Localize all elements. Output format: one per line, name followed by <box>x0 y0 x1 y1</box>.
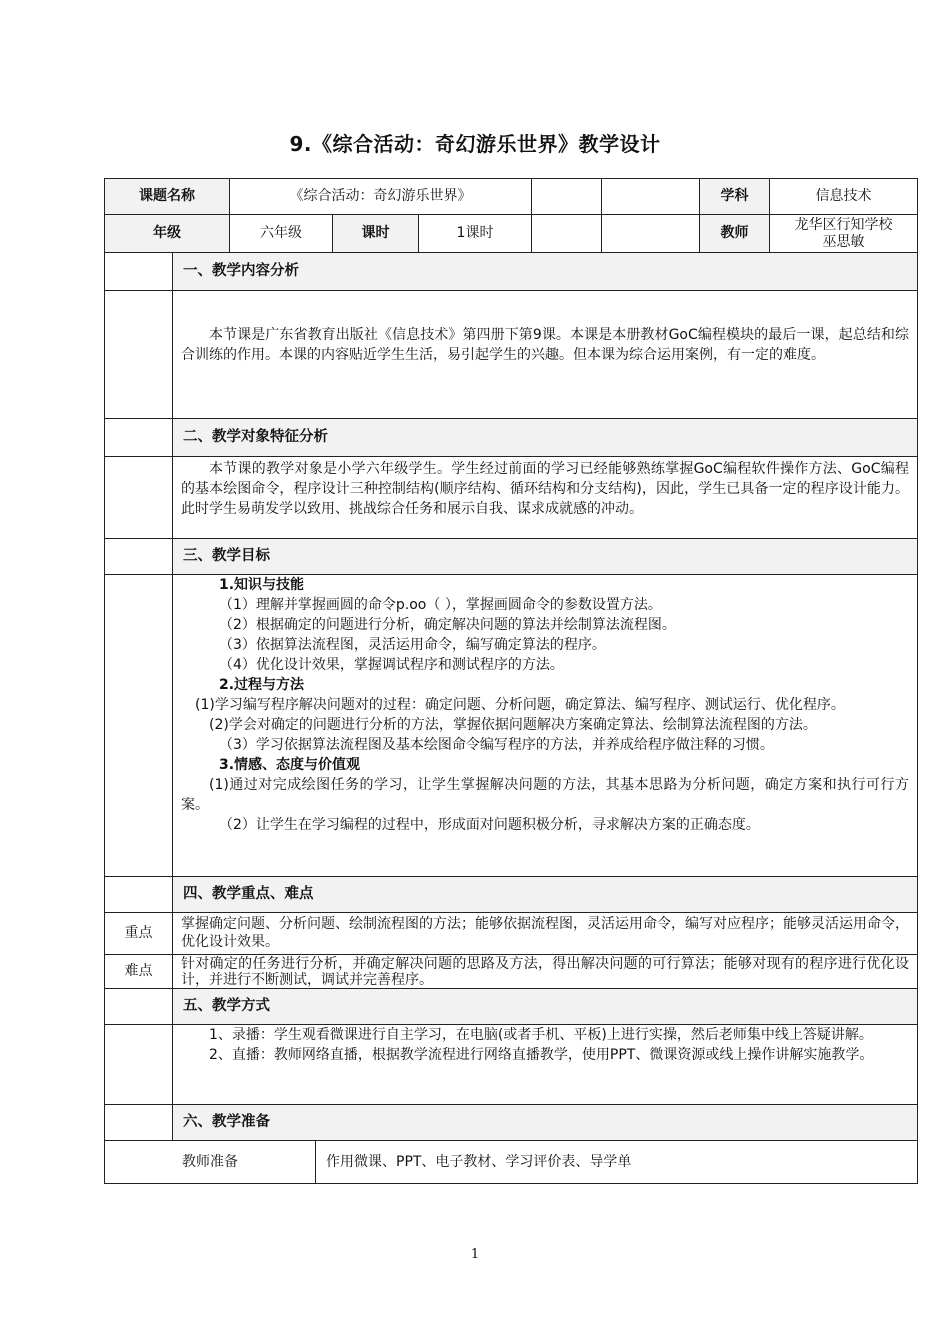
goal-1-item: （4）优化设计效果，掌握调试程序和测试程序的方法。 <box>219 657 564 673</box>
left-margin-cell <box>105 253 173 291</box>
key-point-label: 重点 <box>105 913 173 955</box>
document-title: 9.《综合活动：奇幻游乐世界》教学设计 <box>289 132 661 156</box>
section-heading-content: 一、教学内容分析 <box>173 253 917 291</box>
left-margin-cell <box>105 457 173 539</box>
key-point-text: 掌握确定问题、分析问题、绘制流程图的方法；能够依据流程图，灵活运用命令，编写对应程序；能够灵活运用命令，优化设计效果。 <box>181 916 909 950</box>
goal-3-item: （2）让学生在学习编程的过程中，形成面对问题积极分析，寻求解决方案的正确态度。 <box>219 817 760 833</box>
empty-cell <box>602 215 700 253</box>
content-analysis-text: 本节课是广东省教育出版社《信息技术》第四册下第9课。本课是本册教材GoC编程模块的最后一课，起总结和综合训练的作用。本课的内容贴近学生生活，易引起学生的兴趣。但本课为综合运用案例，有一定的难度。 <box>181 327 909 363</box>
difficulty-label: 难点 <box>105 955 173 989</box>
left-margin-cell <box>105 419 173 457</box>
section-heading-keypoints: 四、教学重点、难点 <box>173 877 917 913</box>
hours-label: 课时 <box>333 215 419 253</box>
lesson-plan-table <box>104 178 918 1184</box>
goal-2-title: 2.过程与方法 <box>219 677 305 693</box>
goal-1-item: （3）依据算法流程图，灵活运用命令，编写确定算法的程序。 <box>219 637 606 653</box>
teacher-school: 龙华区行知学校 <box>794 216 893 233</box>
prep-text: 作用微课、PPT、电子教材、学习评价表、导学单 <box>326 1153 632 1170</box>
section-heading-methods: 五、教学方式 <box>173 989 917 1025</box>
left-margin-cell <box>105 291 173 419</box>
empty-cell <box>532 179 602 215</box>
hours-value: 1课时 <box>419 215 532 253</box>
subject-label: 学科 <box>700 179 770 215</box>
students-analysis-text: 本节课的教学对象是小学六年级学生。学生经过前面的学习已经能够熟练掌握GoC编程软件操作方法、GoC编程的基本绘图命令，程序设计三种控制结构(顺序结构、循环结构和分支结构)，因此，学生已具备一定的程序设计能力。此时学生易萌发学以致用、挑战综合任务和展示自我、谋求成就感的冲动。 <box>181 461 909 517</box>
goal-1-title: 1.知识与技能 <box>219 577 305 593</box>
goal-2-item: (1)学习编写程序解决问题对的过程：确定问题、分析问题，确定算法、编写程序、测试运行、优化程序。 <box>195 697 845 713</box>
method-item: 2、直播：教师网络直播，根据教学流程进行网络直播教学，使用PPT、微课资源或线上操作讲解实施教学。 <box>209 1047 874 1063</box>
goals-content <box>173 575 917 835</box>
goal-2-item: （3）学习依据算法流程图及基本绘图命令编写程序的方法，并养成给程序做注释的习惯。 <box>219 737 774 753</box>
section-heading-students: 二、教学对象特征分析 <box>173 419 917 457</box>
method-item: 1、录播：学生观看微课进行自主学习，在电脑(或者手机、平板)上进行实操，然后老师集中线上答疑讲解。 <box>209 1027 873 1043</box>
empty-cell <box>532 215 602 253</box>
section-heading-preparation: 六、教学准备 <box>173 1105 917 1141</box>
course-value: 《综合活动：奇幻游乐世界》 <box>230 179 532 215</box>
goal-2-item: (2)学会对确定的问题进行分析的方法，掌握依据问题解决方案确定算法、绘制算法流程图的方法。 <box>209 717 817 733</box>
teacher-name: 巫思敏 <box>822 233 865 250</box>
subject-value: 信息技术 <box>770 179 917 215</box>
section-heading-goals: 三、教学目标 <box>173 539 917 575</box>
left-margin-cell <box>105 989 173 1025</box>
left-margin-cell <box>105 539 173 575</box>
grade-value: 六年级 <box>230 215 333 253</box>
left-margin-cell <box>105 575 173 877</box>
goal-1-item: （1）理解并掌握画圆的命令p.oo（ ），掌握画圆命令的参数设置方法。 <box>219 597 662 613</box>
goal-3-item: (1)通过对完成绘图任务的学习，让学生掌握解决问题的方法，其基本思路为分析问题，确定方案和执行可行方案。 <box>181 777 909 813</box>
page-number: 1 <box>470 1247 480 1262</box>
goal-3-title: 3.情感、态度与价值观 <box>219 757 361 773</box>
grade-label: 年级 <box>105 215 230 253</box>
empty-cell <box>602 179 700 215</box>
left-margin-cell <box>105 1105 173 1141</box>
difficulty-text: 针对确定的任务进行分析，并确定解决问题的思路及方法，得出解决问题的可行算法；能够对现有的程序进行优化设计，并进行不断测试，调试并完善程序。 <box>181 956 909 988</box>
teacher-label: 教师 <box>700 215 770 253</box>
goal-1-item: （2）根据确定的问题进行分析，确定解决问题的算法并绘制算法流程图。 <box>219 617 676 633</box>
left-margin-cell <box>105 1025 173 1105</box>
course-label: 课题名称 <box>105 179 230 215</box>
methods-content <box>173 1025 917 1065</box>
prep-label: 教师准备 <box>105 1141 316 1183</box>
left-margin-cell <box>105 877 173 913</box>
teacher-value <box>770 215 917 253</box>
